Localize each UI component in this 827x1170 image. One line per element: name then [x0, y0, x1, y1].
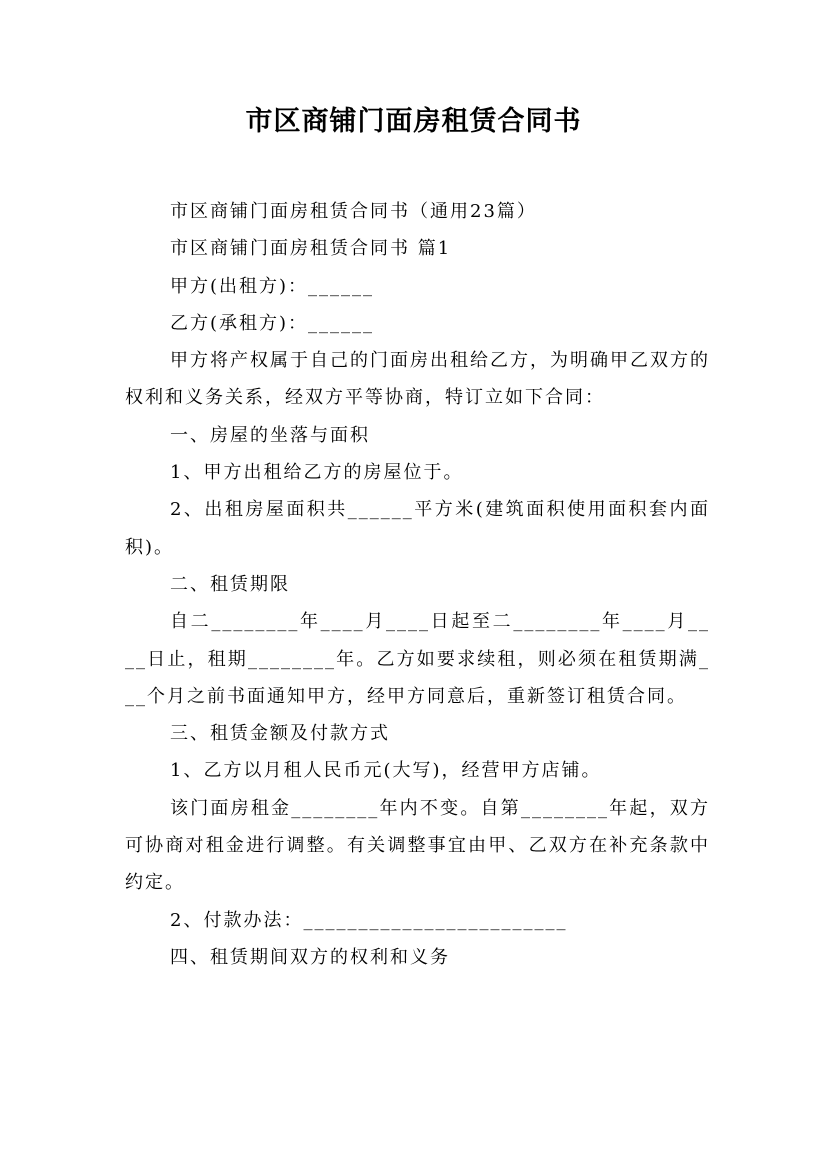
paragraph-section-heading: 市区商铺门面房租赁合同书 篇1 — [170, 238, 452, 260]
paragraph-clause: 1、乙方以月租人民币元(大写)，经营甲方店铺。 — [170, 760, 602, 782]
paragraph-preamble: 甲方将产权属于自己的门面房出租给乙方，为明确甲乙双方的权利和义务关系，经双方平等协商，特订立如下合同： — [125, 350, 710, 409]
paragraph-collection-title: 市区商铺门面房租赁合同书（通用23篇） — [170, 201, 537, 222]
paragraph-heading-rent: 三、租赁金额及付款方式 — [170, 723, 390, 745]
paragraph-heading-location: 一、房屋的坐落与面积 — [170, 424, 370, 446]
paragraph-heading-term: 二、租赁期限 — [170, 573, 290, 595]
paragraph-heading-rights: 四、租赁期间双方的权利和义务 — [170, 946, 450, 968]
paragraph-clause: 2、出租房屋面积共______平方米(建筑面积使用面积套内面积)。 — [125, 499, 710, 558]
paragraph-party-b: 乙方(承租方)：______ — [170, 312, 375, 334]
paragraph-clause: 2、付款办法：________________________ — [170, 909, 568, 931]
paragraph-clause: 该门面房租金________年内不变。自第________年起，双方可协商对租金进行调整。有关调整事宜由甲、乙双方在补充条款中约定。 — [125, 797, 710, 894]
document-body — [125, 193, 710, 976]
paragraph-clause: 自二________年____月____日起至二________年____月____日止，租期________年。乙方如要求续租，则必须在租赁期满___个月之前书面通知甲方，经甲方同意后，重新签订租赁合同。 — [125, 611, 710, 707]
document-title: 市区商铺门面房租赁合同书 — [245, 106, 582, 137]
paragraph-party-a: 甲方(出租方)：______ — [170, 275, 375, 297]
paragraph-clause: 1、甲方出租给乙方的房屋位于。 — [170, 462, 464, 484]
